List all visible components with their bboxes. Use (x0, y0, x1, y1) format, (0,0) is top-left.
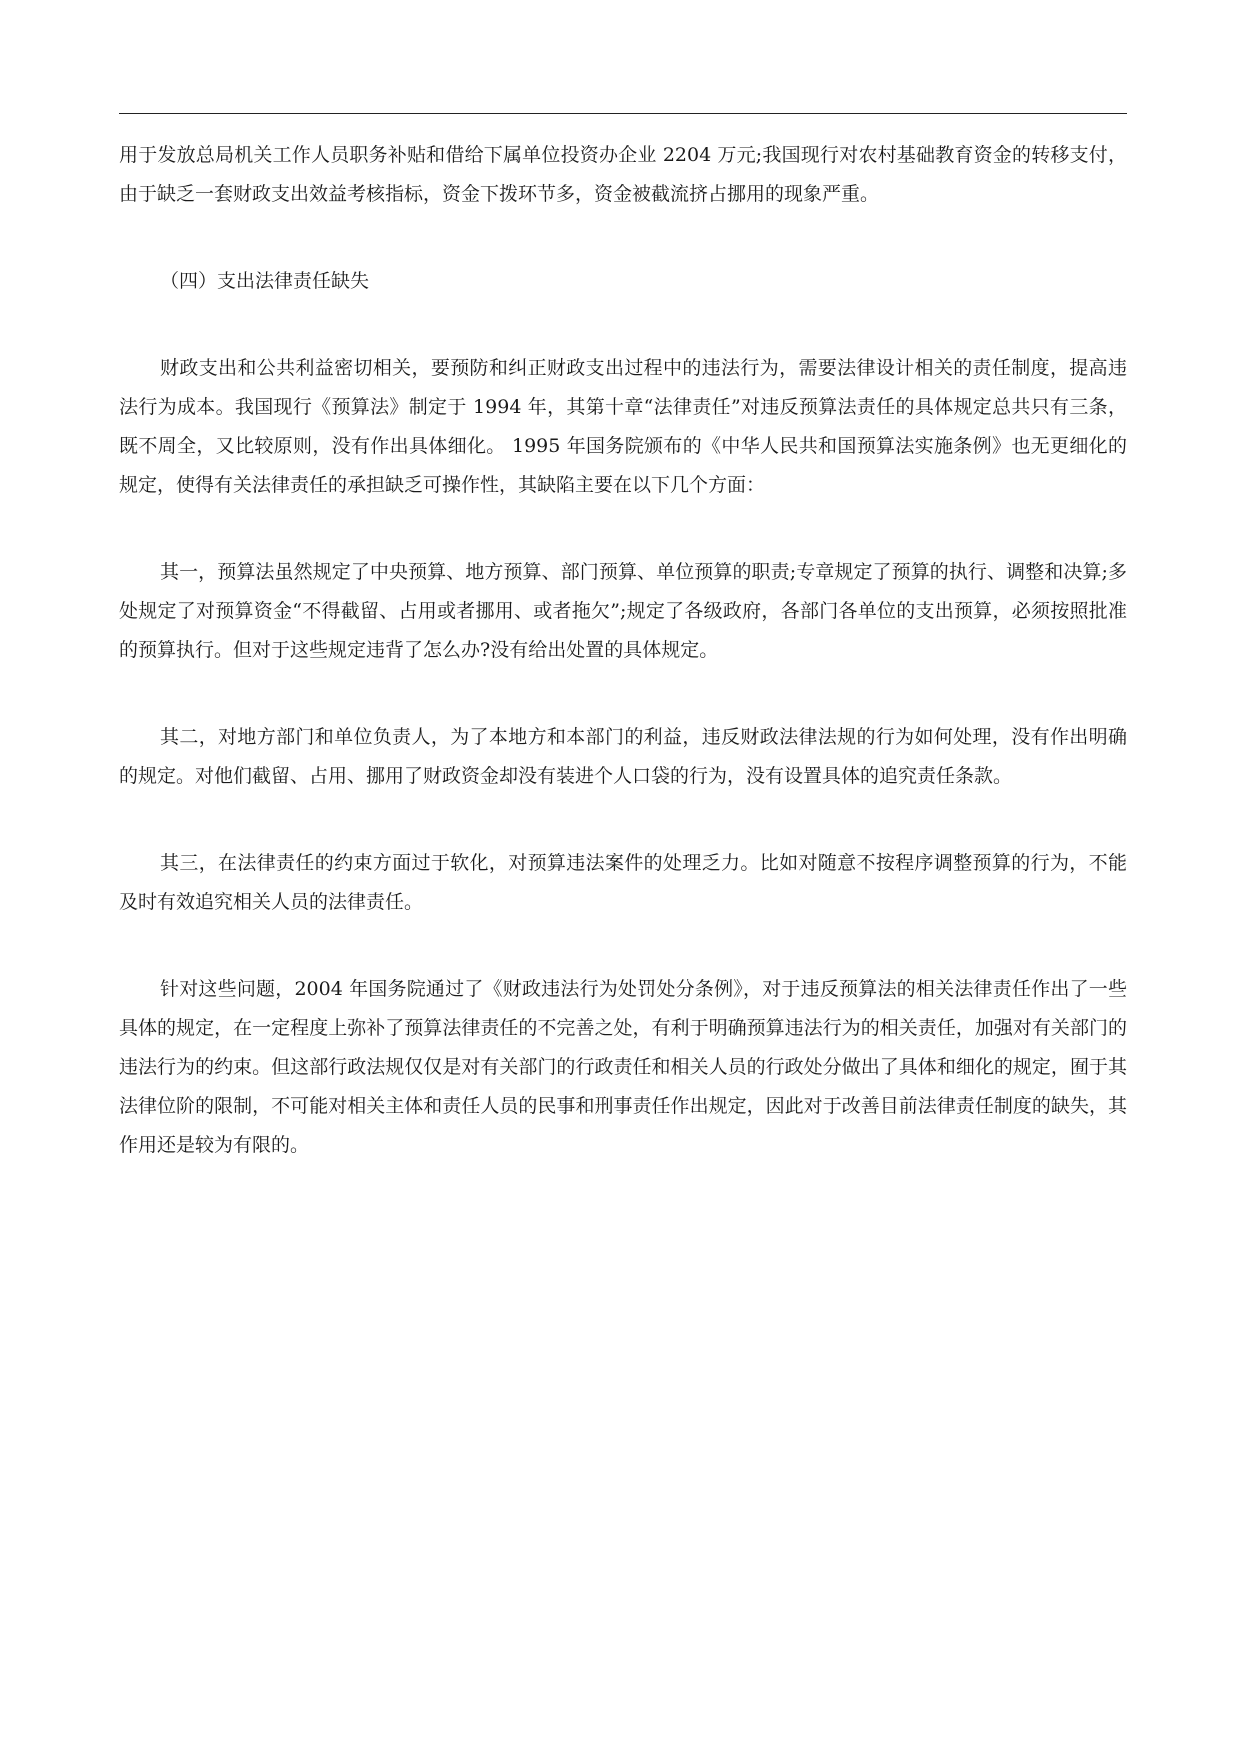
paragraph-continuation: 用于发放总局机关工作人员职务补贴和借给下属单位投资办企业 2204 万元;我国现行对农村基础教育资金的转移支付，由于缺乏一套财政支出效益考核指标，资金下拨环节多，资金被截流挤占挪用的现象严重。 (119, 144, 1127, 205)
document-body (119, 136, 1127, 1165)
paragraph-intro: 财政支出和公共利益密切相关，要预防和纠正财政支出过程中的违法行为，需要法律设计相关的责任制度，提高违法行为成本。我国现行《预算法》制定于 1994 年，其第十章“法律责任”对违反预算法责任的具体规定总共只有三条，既不周全，又比较原则，没有作出具体细化。 1995 年国务院颁布的《中华人民共和国预算法实施条例》也无更细化的规定，使得有关法律责任的承担缺乏可操作性，其缺陷主要在以下几个方面： (119, 357, 1127, 496)
paragraph-gap (119, 922, 1127, 970)
paragraph-gap (119, 301, 1127, 349)
paragraph-gap (119, 214, 1127, 262)
paragraph-second-point: 其二，对地方部门和单位负责人，为了本地方和本部门的利益，违反财政法律法规的行为如何处理，没有作出明确的规定。对他们截留、占用、挪用了财政资金却没有装进个人口袋的行为，没有设置具体的追究责任条款。 (119, 726, 1127, 787)
paragraph-gap (119, 796, 1127, 844)
paragraph-third-point: 其三，在法律责任的约束方面过于软化，对预算违法案件的处理乏力。比如对随意不按程序调整预算的行为，不能及时有效追究相关人员的法律责任。 (119, 852, 1127, 913)
section-heading: （四）支出法律责任缺失 (160, 270, 370, 292)
paragraph-gap (119, 670, 1127, 718)
paragraph-regulation: 针对这些问题，2004 年国务院通过了《财政违法行为处罚处分条例》，对于违反预算法的相关法律责任作出了一些具体的规定，在一定程度上弥补了预算法律责任的不完善之处，有利于明确预算违法行为的相关责任，加强对有关部门的违法行为的约束。但这部行政法规仅仅是对有关部门的行政责任和相关人员的行政处分做出了具体和细化的规定，囿于其法律位阶的限制，不可能对相关主体和责任人员的民事和刑事责任作出规定，因此对于改善目前法律责任制度的缺失，其作用还是较为有限的。 (119, 978, 1127, 1156)
paragraph-first-point: 其一，预算法虽然规定了中央预算、地方预算、部门预算、单位预算的职责;专章规定了预算的执行、调整和决算;多处规定了对预算资金“不得截留、占用或者挪用、或者拖欠”;规定了各级政府，各部门各单位的支出预算，必须按照批准的预算执行。但对于这些规定违背了怎么办?没有给出处置的具体规定。 (119, 561, 1127, 661)
paragraph-gap (119, 505, 1127, 553)
header-rule (119, 113, 1127, 114)
